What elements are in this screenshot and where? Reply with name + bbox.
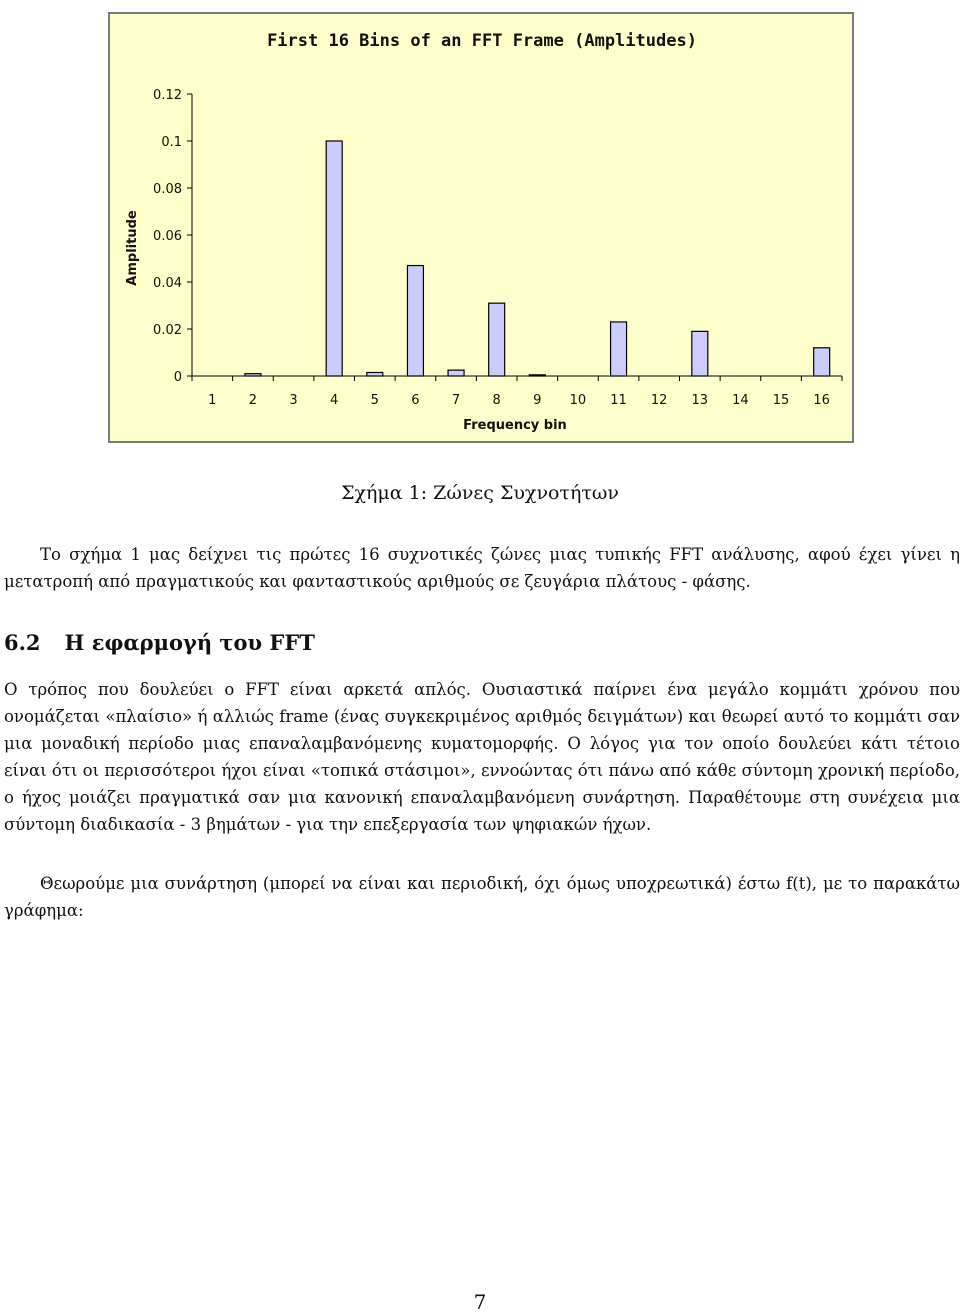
chart-canvas	[110, 14, 852, 441]
bar	[611, 322, 627, 376]
x-tick-label: 13	[691, 393, 709, 408]
x-tick-label: 14	[732, 393, 749, 408]
x-tick-label: 8	[492, 393, 501, 408]
bar	[407, 266, 423, 376]
section-number: 6.2	[4, 630, 41, 655]
x-tick-label: 2	[248, 393, 258, 408]
x-tick-label: 4	[330, 393, 339, 408]
x-tick-label: 11	[610, 393, 627, 408]
bar	[529, 375, 545, 376]
x-tick-label: 5	[370, 393, 379, 408]
y-tick-label: 0.06	[153, 229, 182, 244]
x-tick-label: 12	[650, 393, 668, 408]
paragraph-figure-description: Το σχήμα 1 μας δείχνει τις πρώτες 16 συχνοτικές ζώνες μιας τυπικής FFT ανάλυσης, αφού έχει γίνει η μετατροπή από πραγματικούς και φανταστικούς αριθμούς σε ζευγάρια πλάτους - φάσης.	[4, 545, 960, 591]
fft-bar-chart	[108, 12, 854, 443]
y-tick-label: 0.04	[153, 276, 182, 291]
plot-area	[153, 88, 842, 408]
bar	[814, 348, 830, 376]
section-heading	[4, 630, 315, 655]
x-tick-label: 9	[533, 393, 542, 408]
x-tick-label: 16	[813, 393, 830, 408]
paragraph-function-intro: Θεωρούμε μια συνάρτηση (μπορεί να είναι και περιοδική, όχι όμως υποχρεωτικά) έστω f(t), με το παρακάτω γράφημα:	[4, 874, 960, 920]
bar	[448, 370, 464, 376]
x-axis-label: Frequency bin	[463, 418, 567, 433]
section-title: Η εφαρμογή του FFT	[64, 630, 315, 655]
bar	[692, 331, 708, 376]
y-tick-label: 0.1	[161, 135, 182, 150]
x-tick-label: 7	[451, 393, 461, 408]
bar	[489, 303, 505, 376]
x-tick-label: 6	[411, 393, 420, 408]
page-number: 7	[473, 1290, 487, 1314]
x-tick-label: 15	[772, 393, 790, 408]
y-tick-label: 0.12	[153, 88, 182, 103]
x-tick-label: 10	[569, 393, 587, 408]
figure-caption: Σχήμα 1: Ζώνες Συχνοτήτων	[341, 482, 619, 504]
bar	[245, 374, 261, 376]
x-tick-label: 3	[289, 393, 298, 408]
y-tick-label: 0.08	[153, 182, 182, 197]
paragraph-fft-method: Ο τρόπος που δουλεύει ο FFT είναι αρκετά απλός. Ουσιαστικά παίρνει ένα μεγάλο κομμάτι χρόνου που ονομάζεται «πλαίσιο» ή αλλιώς frame (ένας συγκεκριμένος αριθμός δειγμάτων) και θεωρεί αυτό το κομμάτι σαν μια μοναδική περίοδο μιας επαναλαμβανόμενης κυματομορφής. Ο λόγος για τον οποίο δουλεύει κάτι τέτοιο είναι ότι οι περισσότεροι ήχοι είναι «τοπικά στάσιμοι», εννοώντας ότι πάνω από κάθε σύντομη χρονική περίοδο, ο ήχος μοιάζει πραγματικά σαν μια κανονική επαναλαμβανόμενη συνάρτηση. Παραθέτουμε στη συνέχεια μια σύντομη διαδικασία - 3 βημάτων - για την επεξεργασία των ψηφιακών ήχων.	[4, 680, 960, 834]
y-axis-label: Amplitude	[125, 210, 140, 286]
chart-title: First 16 Bins of an FFT Frame (Amplitudes)	[267, 31, 697, 51]
bar	[367, 372, 383, 376]
y-tick-label: 0	[173, 370, 182, 385]
x-tick-label: 1	[208, 393, 217, 408]
bar	[326, 141, 342, 376]
y-tick-label: 0.02	[153, 323, 182, 338]
